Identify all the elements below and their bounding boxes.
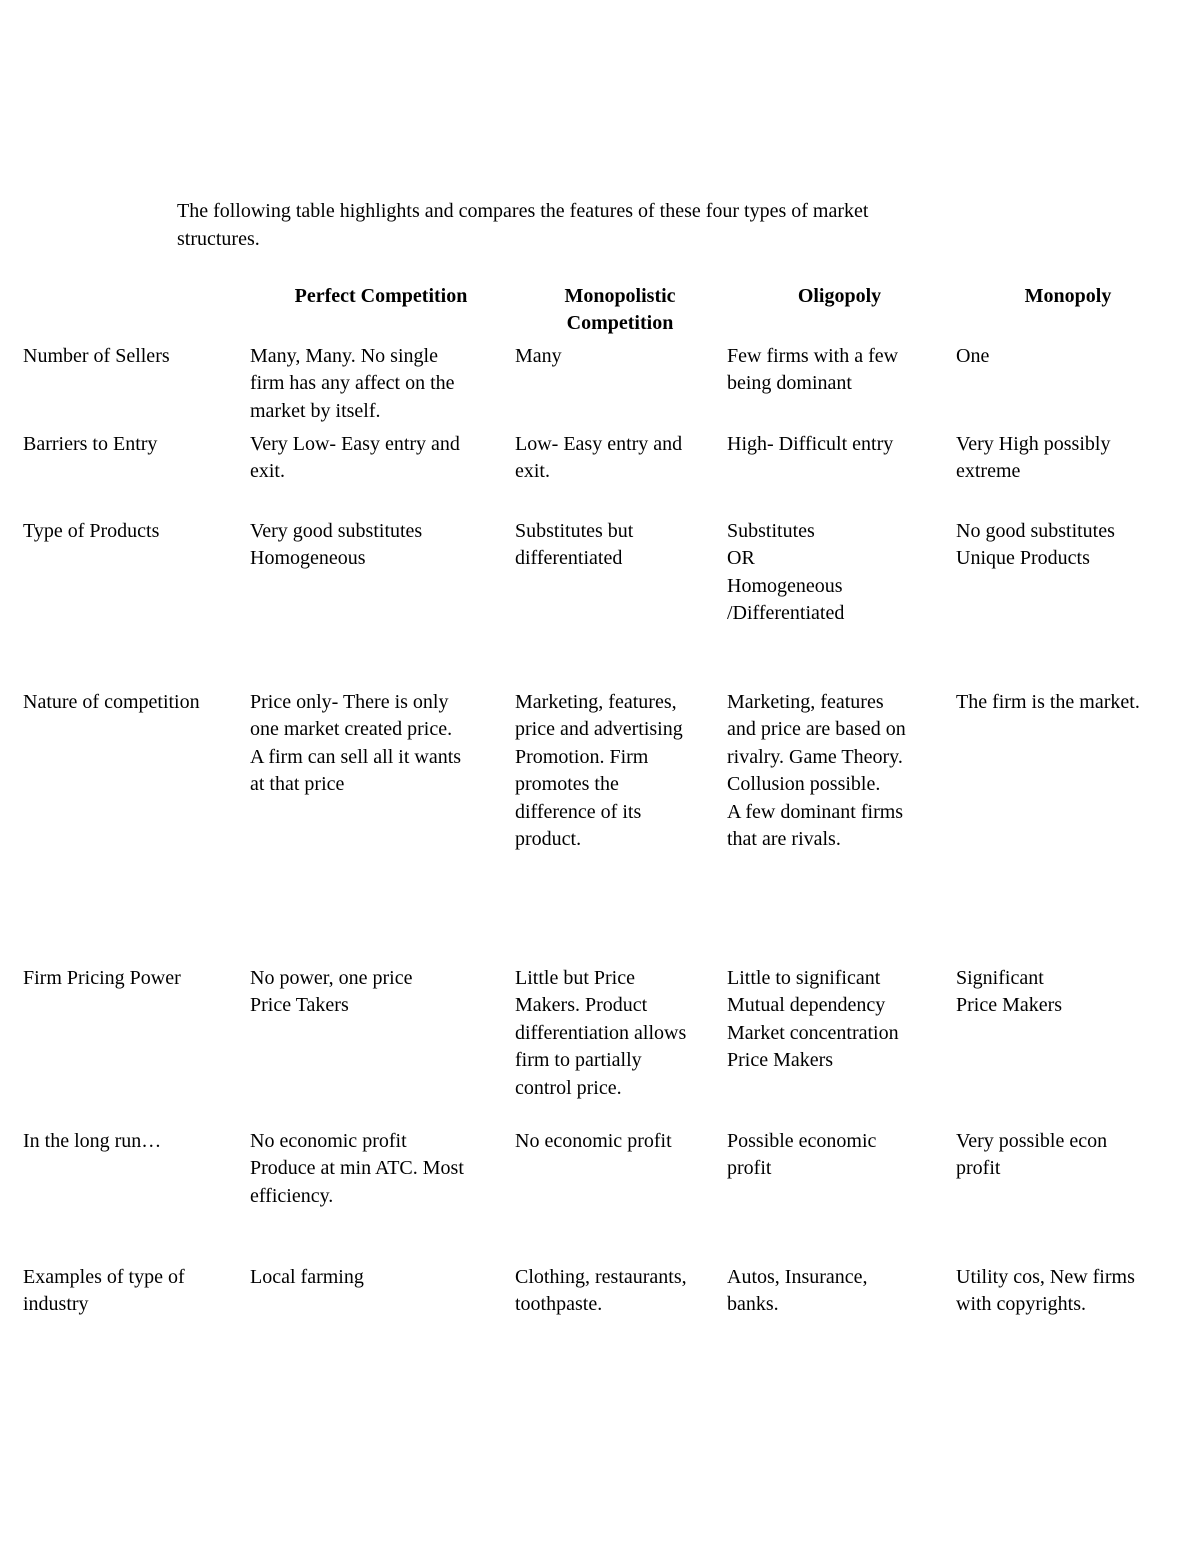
row-label: Barriers to Entry bbox=[23, 433, 158, 455]
table-cell: No good substitutes Unique Products bbox=[956, 520, 1115, 570]
header-monopolistic-competition: Monopolistic Competition bbox=[564, 285, 676, 334]
table-cell: Autos, Insurance, banks. bbox=[727, 1266, 868, 1316]
row-label: Type of Products bbox=[23, 520, 160, 542]
table-cell: No power, one price Price Takers bbox=[250, 967, 413, 1017]
table-cell: Very good substitutes Homogeneous bbox=[250, 520, 423, 570]
header-oligopoly: Oligopoly bbox=[797, 285, 882, 307]
header-perfect-competition: Perfect Competition bbox=[294, 285, 468, 307]
table-cell: High- Difficult entry bbox=[727, 433, 894, 455]
table-cell: The firm is the market. bbox=[956, 691, 1140, 713]
table-cell: Substitutes but differentiated bbox=[515, 520, 634, 570]
table-cell: Many, Many. No single firm has any affect on the market by itself. bbox=[250, 345, 455, 422]
table-cell: No economic profit Produce at min ATC. Most efficiency. bbox=[250, 1130, 464, 1207]
table-cell: Few firms with a few being dominant bbox=[727, 345, 899, 395]
row-label: Firm Pricing Power bbox=[23, 967, 181, 989]
table-cell: Very possible econ profit bbox=[956, 1130, 1108, 1180]
table-cell: Price only- There is only one market created price. A firm can sell all it wants at that price bbox=[250, 691, 462, 796]
table-cell: Many bbox=[515, 345, 562, 367]
header-monopoly: Monopoly bbox=[1024, 285, 1112, 307]
table-cell: Marketing, features and price are based on rivalry. Game Theory. Collusion possible. A few dominant firms that are rivals. bbox=[727, 691, 906, 851]
table-cell: Clothing, restaurants, toothpaste. bbox=[515, 1266, 687, 1316]
table-cell: Very Low- Easy entry and exit. bbox=[250, 433, 460, 483]
table-cell: Marketing, features, price and advertising Promotion. Firm promotes the difference of its product. bbox=[515, 691, 683, 851]
table-cell: One bbox=[956, 345, 990, 367]
intro-paragraph bbox=[177, 197, 1037, 253]
table-cell: Significant Price Makers bbox=[956, 967, 1063, 1017]
row-label: Nature of competition bbox=[23, 691, 200, 713]
intro-line-2: structures. bbox=[177, 228, 260, 250]
table-cell: Very High possibly extreme bbox=[956, 433, 1111, 483]
table-cell: Little but Price Makers. Product differentiation allows firm to partially control price. bbox=[515, 967, 687, 1099]
table-cell: Utility cos, New firms with copyrights. bbox=[956, 1266, 1135, 1316]
table-cell: Local farming bbox=[250, 1266, 364, 1288]
table-cell: Low- Easy entry and exit. bbox=[515, 433, 683, 483]
row-label: In the long run… bbox=[23, 1130, 162, 1152]
table-cell: Substitutes OR Homogeneous /Differentiated bbox=[727, 520, 845, 625]
intro-line-1: The following table highlights and compares the features of these four types of market bbox=[177, 200, 869, 222]
table-cell: No economic profit bbox=[515, 1130, 672, 1152]
table-cell: Possible economic profit bbox=[727, 1130, 877, 1180]
table-cell: Little to significant Mutual dependency Market concentration Price Makers bbox=[727, 967, 899, 1072]
row-label: Examples of type of industry bbox=[23, 1266, 185, 1316]
row-label: Number of Sellers bbox=[23, 345, 170, 367]
